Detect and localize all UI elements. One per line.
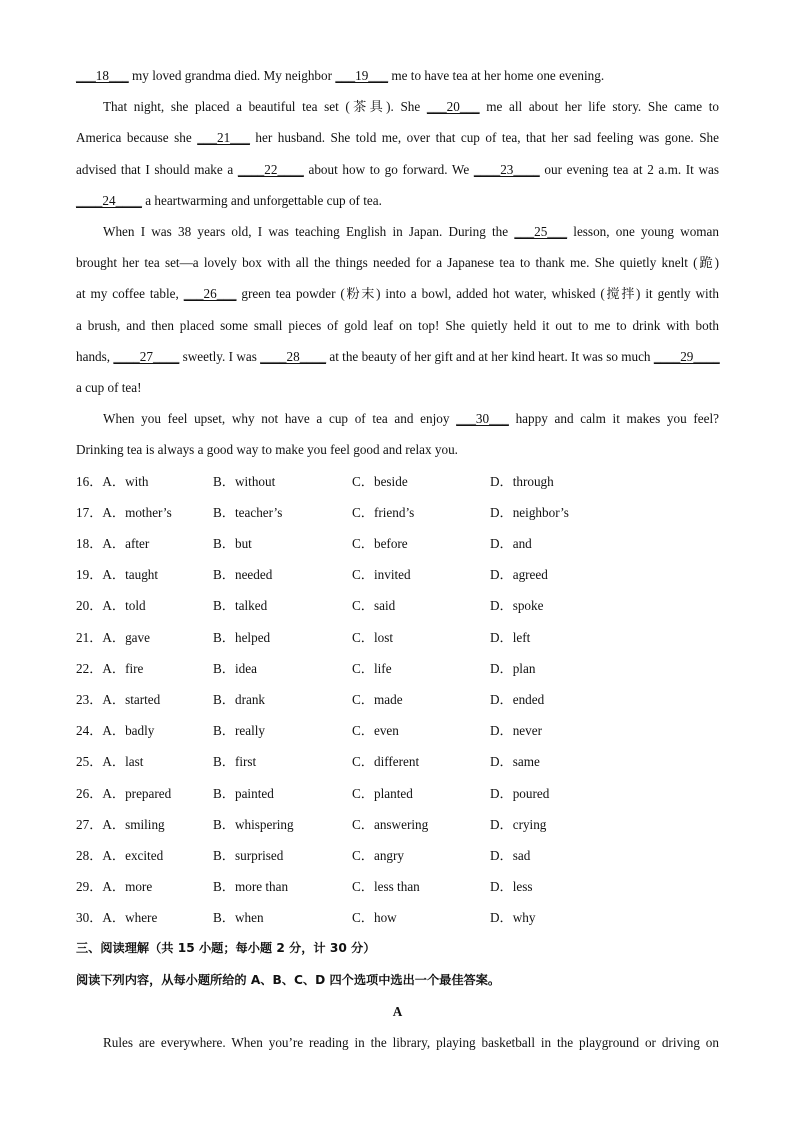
passage-text: a cup of tea!	[76, 380, 142, 396]
passage-text: me to have tea at her home one evening.	[388, 68, 605, 83]
option-c[interactable]: C．life	[352, 660, 392, 676]
option-a[interactable]: 20．A．told	[76, 598, 146, 614]
option-c[interactable]: C．lost	[352, 629, 394, 645]
passage-line: Rules are everywhere. When you’re reading in the library, playing basketball in the playground or driving on	[103, 1035, 719, 1051]
option-row-19	[76, 559, 719, 590]
option-d[interactable]: D．agreed	[490, 567, 548, 583]
option-d[interactable]: D．poured	[490, 785, 550, 801]
passage-text: When I was 38 years old, I was teaching English in Japan. During the	[103, 224, 515, 240]
blank-19: ___19___	[335, 68, 389, 83]
option-b[interactable]: B．teacher’s	[213, 504, 283, 520]
option-a[interactable]: 24．A．badly	[76, 723, 155, 739]
option-d[interactable]: D．and	[490, 536, 532, 552]
blank-22: ____22____	[237, 161, 304, 177]
option-c[interactable]: C．beside	[352, 473, 408, 489]
option-row-20	[76, 590, 719, 621]
blank-21: ___21___	[197, 130, 250, 146]
section-heading: 三、阅读理解（共 15 小题；每小题 2 分，计 30 分）	[76, 941, 376, 956]
option-row-30	[76, 902, 719, 933]
option-row-24	[76, 715, 719, 746]
option-a[interactable]: 21．A．gave	[76, 629, 150, 645]
option-d[interactable]: D．crying	[490, 816, 547, 832]
passage-line	[76, 310, 719, 341]
option-a[interactable]: 16．A．with	[76, 473, 149, 489]
passage-text: brought her tea set—a lovely box with all the things needed for a Japanese tea to thank me. She quietly knelt (跪)	[76, 255, 719, 271]
passage-line	[76, 60, 719, 91]
option-d[interactable]: D．less	[490, 879, 533, 895]
options-list	[76, 466, 719, 934]
blank-28: ____28____	[260, 348, 327, 364]
passage-text: happy and calm it makes you feel?	[508, 411, 720, 427]
option-b[interactable]: B．talked	[213, 598, 268, 614]
option-d[interactable]: D．why	[490, 910, 536, 926]
passage-text: That night, she placed a beautiful tea set (茶具). She	[103, 99, 427, 115]
option-d[interactable]: D．ended	[490, 691, 545, 707]
option-c[interactable]: C．said	[352, 598, 396, 614]
option-c[interactable]: C．even	[352, 723, 399, 739]
passage-line	[76, 91, 719, 122]
passage-text: our evening tea at 2 a.m. It was	[539, 161, 719, 177]
option-c[interactable]: C．angry	[352, 847, 405, 863]
passage-line	[76, 372, 719, 403]
passage-label: A	[392, 1003, 403, 1019]
passage-line	[76, 154, 719, 185]
passage-text: sweetly. I was	[179, 348, 261, 364]
passage-line	[76, 278, 719, 309]
passage-text: Drinking tea is always a good way to make you feel good and relax you.	[76, 442, 458, 458]
option-c[interactable]: C．less than	[352, 879, 420, 895]
passage-line	[76, 247, 719, 278]
option-a[interactable]: 22．A．fire	[76, 660, 144, 676]
passage-line	[76, 185, 719, 216]
option-a[interactable]: 25．A．last	[76, 754, 144, 770]
option-row-16	[76, 466, 719, 497]
option-b[interactable]: B．idea	[213, 660, 257, 676]
option-d[interactable]: D．same	[490, 754, 540, 770]
option-a[interactable]: 23．A．started	[76, 691, 161, 707]
option-c[interactable]: C．different	[352, 754, 420, 770]
passage-text: at the beauty of her gift and at her kind heart. It was so much	[326, 348, 654, 364]
exam-page	[76, 60, 719, 1058]
passage-text: about how to go forward. We	[303, 161, 474, 177]
passage-text: her husband. She told me, over that cup of tea, that her sad feeling was gone. She	[249, 130, 719, 146]
option-row-17	[76, 497, 719, 528]
option-b[interactable]: B．when	[213, 910, 264, 926]
passage-text: a brush, and then placed some small pieces of gold leaf on top! She quietly held it out to me to drink with both	[76, 317, 719, 333]
option-d[interactable]: D．plan	[490, 660, 536, 676]
option-d[interactable]: D．never	[490, 723, 542, 739]
passage-text: my loved grandma died. My neighbor	[128, 68, 336, 83]
blank-18: ___18___	[76, 68, 129, 83]
option-a[interactable]: 19．A．taught	[76, 567, 159, 583]
option-a[interactable]: 17．A．mother’s	[76, 504, 172, 520]
option-row-18	[76, 528, 719, 559]
option-d[interactable]: D．through	[490, 473, 554, 489]
blank-25: ___25___	[514, 224, 568, 240]
passage-line	[76, 341, 719, 372]
passage-line	[76, 216, 719, 247]
option-b[interactable]: B．drank	[213, 691, 266, 707]
option-a[interactable]: 28．A．excited	[76, 847, 164, 863]
option-row-28	[76, 840, 719, 871]
passage-text: hands,	[76, 348, 114, 364]
option-c[interactable]: C．planted	[352, 785, 413, 801]
passage-line	[76, 403, 719, 434]
passage-text: me all about her life story. She came to	[479, 99, 719, 115]
option-c[interactable]: C．how	[352, 910, 397, 926]
option-a[interactable]: 18．A．after	[76, 536, 150, 552]
option-d[interactable]: D．spoke	[490, 598, 544, 614]
option-a[interactable]: 27．A．smiling	[76, 816, 165, 832]
option-a[interactable]: 29．A．more	[76, 879, 153, 895]
option-c[interactable]: C．invited	[352, 567, 411, 583]
option-row-27	[76, 809, 719, 840]
option-b[interactable]: B．whispering	[213, 816, 294, 832]
option-d[interactable]: D．left	[490, 629, 531, 645]
passage-line	[76, 434, 719, 465]
option-b[interactable]: B．without	[213, 473, 276, 489]
option-c[interactable]: C．answering	[352, 816, 429, 832]
passage-text: lesson, one young woman	[567, 224, 719, 240]
passage-text: at my coffee table,	[76, 286, 184, 302]
option-row-22	[76, 653, 719, 684]
passage-line	[76, 122, 719, 153]
option-a[interactable]: 30．A．where	[76, 910, 158, 926]
option-row-25	[76, 746, 719, 777]
option-b[interactable]: B．more than	[213, 879, 289, 895]
passage-text: green tea powder (粉末) into a bowl, added hot water, whisked (搅拌) it gently with	[236, 286, 719, 302]
option-c[interactable]: C．before	[352, 536, 408, 552]
blank-26: ___26___	[183, 286, 237, 302]
section-instruction: 阅读下列内容，从每小题所给的 A、B、C、D 四个选项中选出一个最佳答案。	[76, 972, 501, 987]
option-b[interactable]: B．helped	[213, 629, 271, 645]
blank-29: ____29____	[653, 348, 720, 364]
passage-text: advised that I should make a	[76, 161, 238, 177]
option-b[interactable]: B．needed	[213, 567, 273, 583]
option-c[interactable]: C．friend’s	[352, 504, 415, 520]
blank-30: ___30___	[456, 411, 509, 427]
option-c[interactable]: C．made	[352, 691, 403, 707]
passage-text: America because she	[76, 130, 198, 146]
blank-20: ___20___	[426, 99, 480, 115]
blank-23: ____23____	[473, 161, 540, 177]
option-row-21	[76, 622, 719, 653]
passage-text: When you feel upset, why not have a cup of tea and enjoy	[103, 411, 457, 427]
option-row-23	[76, 684, 719, 715]
option-b[interactable]: B．painted	[213, 785, 274, 801]
option-b[interactable]: B．but	[213, 536, 252, 552]
option-b[interactable]: B．first	[213, 754, 257, 770]
option-row-26	[76, 778, 719, 809]
blank-27: ____27____	[113, 348, 180, 364]
option-a[interactable]: 26．A．prepared	[76, 785, 172, 801]
option-b[interactable]: B．surprised	[213, 847, 284, 863]
option-row-29	[76, 871, 719, 902]
option-b[interactable]: B．really	[213, 723, 266, 739]
passage-text: a heartwarming and unforgettable cup of tea.	[141, 192, 382, 208]
blank-24: ____24____	[76, 192, 142, 208]
option-d[interactable]: D．neighbor’s	[490, 504, 569, 520]
option-d[interactable]: D．sad	[490, 847, 531, 863]
